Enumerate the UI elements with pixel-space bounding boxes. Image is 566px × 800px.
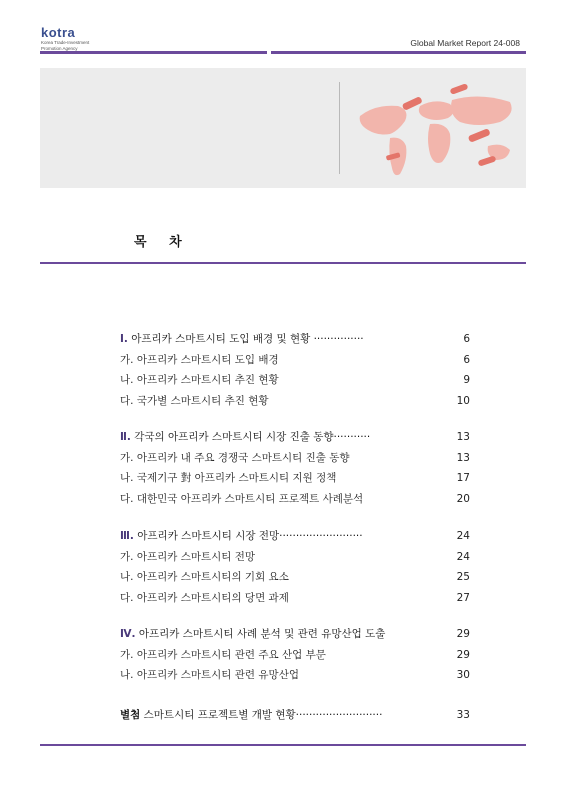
toc-item-page: 27 (456, 591, 470, 604)
toc-item-text: 나. 국제기구 對 아프리카 스마트시티 지원 정책 (120, 472, 337, 485)
toc-title: 목 차 (134, 235, 191, 250)
toc-item[interactable] (120, 391, 470, 412)
toc-item[interactable] (120, 370, 470, 391)
header-bar-right (271, 51, 526, 54)
toc-item-text: 다. 아프리카 스마트시티의 당면 과제 (120, 591, 289, 604)
toc-section-1 (120, 329, 470, 411)
toc-item-text: 다. 국가별 스마트시티 추진 현황 (120, 394, 269, 407)
toc-item[interactable] (120, 448, 470, 469)
kotra-logo (41, 26, 89, 51)
annex-label: 별첨 (120, 709, 141, 721)
toc-item-page: 10 (456, 394, 470, 407)
toc-item-text: 나. 아프리카 스마트시티의 기회 요소 (120, 571, 289, 584)
world-map-illustration (350, 76, 520, 186)
footer-bar (40, 744, 526, 746)
banner (40, 68, 526, 188)
toc-item-text: 가. 아프리카 스마트시티 관련 주요 산업 부문 (120, 648, 326, 661)
annex-title: 스마트시티 프로젝트별 개발 현황·························· (143, 709, 383, 721)
header-bar-left (40, 51, 267, 54)
toc-item[interactable] (120, 547, 470, 568)
toc-item[interactable] (120, 350, 470, 371)
section-numeral: Ⅱ. (120, 431, 131, 443)
toc-item-text: 나. 아프리카 스마트시티 추진 현황 (120, 374, 279, 387)
toc-item-page: 13 (456, 451, 470, 464)
logo-subtitle-line2: Promotion Agency (41, 46, 78, 51)
toc-section-heading[interactable] (120, 526, 470, 547)
toc-section-3 (120, 526, 470, 608)
toc-item-page: 17 (456, 472, 470, 485)
toc-item[interactable] (120, 645, 470, 666)
toc-item[interactable] (120, 665, 470, 686)
section-page: 29 (456, 628, 470, 640)
banner-divider (339, 82, 340, 174)
logo-subtitle-line1: Korea Trade-Investment (41, 40, 90, 45)
toc-item-text: 나. 아프리카 스마트시티 관련 유망산업 (120, 669, 299, 682)
report-code: Global Market Report 24-008 (410, 38, 520, 48)
toc-item-text: 가. 아프리카 스마트시티 전망 (120, 550, 256, 563)
section-numeral: Ⅳ. (120, 628, 136, 640)
toc-item-text: 가. 아프리카 스마트시티 도입 배경 (120, 353, 279, 366)
toc-section-heading[interactable] (120, 624, 470, 645)
toc-item-page: 25 (456, 571, 470, 584)
toc-annex-row[interactable] (120, 705, 470, 726)
toc-item-page: 20 (456, 492, 470, 505)
toc-item-page: 29 (456, 648, 470, 661)
toc-item[interactable] (120, 468, 470, 489)
toc-item-page: 24 (456, 550, 470, 563)
section-page: 13 (456, 431, 470, 443)
toc-item-page: 30 (456, 669, 470, 682)
toc-title-underline (40, 262, 526, 264)
section-numeral: Ⅰ. (120, 333, 128, 345)
toc-item[interactable] (120, 588, 470, 609)
section-title: 아프리카 스마트시티 시장 전망························· (137, 530, 363, 542)
toc-item-page: 6 (463, 353, 470, 366)
section-page: 6 (463, 333, 470, 345)
toc-item-text: 가. 아프리카 내 주요 경쟁국 스마트시티 진출 동향 (120, 451, 350, 464)
toc-section-2 (120, 427, 470, 509)
toc-item[interactable] (120, 567, 470, 588)
toc-section-4 (120, 624, 470, 686)
toc-section-heading[interactable] (120, 329, 470, 350)
toc-section-heading[interactable] (120, 427, 470, 448)
toc-item-page: 9 (463, 374, 470, 387)
toc-item[interactable] (120, 489, 470, 510)
toc-item-text: 다. 대한민국 아프리카 스마트시티 프로젝트 사례분석 (120, 492, 364, 505)
section-numeral: Ⅲ. (120, 530, 134, 542)
section-title: 각국의 아프리카 스마트시티 시장 진출 동향··········· (134, 431, 371, 443)
logo-wordmark: kotra (41, 25, 76, 40)
section-page: 24 (456, 530, 470, 542)
section-title: 아프리카 스마트시티 사례 분석 및 관련 유망산업 도출 (138, 628, 386, 640)
annex-page: 33 (456, 709, 470, 721)
section-title: 아프리카 스마트시티 도입 배경 및 현황 ··············· (131, 333, 364, 345)
toc-annex (120, 705, 470, 726)
